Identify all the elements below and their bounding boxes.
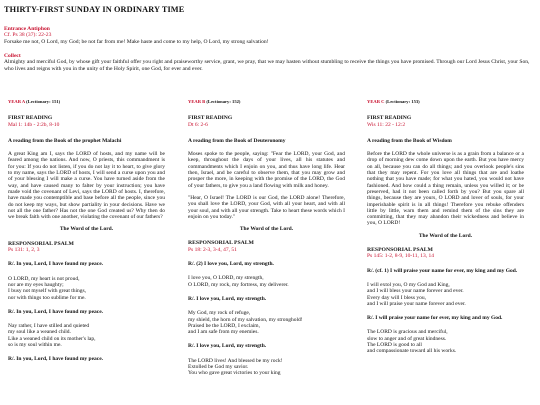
reading-paragraph: Before the LORD the whole universe is as a grain from a balance or a drop of morning dew come down upon the earth. But you have mercy on all, because you can do all things; and you overlook people's sins that they may repent. For you love all things that are and loathe nothing that you have made; for what you hated, you would not have fashioned. And how could a thing remain, unless you willed it; or be preserved, had it not been called forth by you? But you spare all things, because they are yours, O LORD and lover of souls, for your imperishable spirit is in all things! Therefore you rebuke offenders little by little, warn them and remind them of the sins they are committing, that they may abandon their wickedness and believe in you, O LORD!: [367, 151, 524, 227]
psalm-ref: Ps 18: 2-3, 3-4, 47, 51: [188, 246, 237, 253]
year-label: YEAR B: [188, 99, 206, 104]
psalm-response: R/. In you, Lord, I have found my peace.: [8, 308, 104, 315]
word-of-lord: The Word of the Lord.: [239, 226, 294, 233]
first-reading-ref: Mal 1: 14b - 2:2b, 8-10: [8, 121, 60, 128]
year-b-label: [188, 99, 345, 105]
first-reading-heading: FIRST READING: [188, 115, 233, 122]
stanza-line: slow to anger and of great kindness.: [367, 335, 447, 342]
psalm-stanza: [367, 329, 524, 354]
psalm-stanza: [367, 282, 524, 307]
first-reading-ref: Wis 11: 22 - 12:2: [367, 121, 406, 128]
year-a-column: [8, 99, 165, 363]
stanza-line: The LORD is gracious and merciful,: [367, 329, 448, 336]
stanza-line: nor are my eyes haughty;: [8, 281, 64, 288]
word-of-lord: The Word of the Lord.: [59, 226, 114, 233]
psalm-stanza: [8, 323, 165, 348]
entrance-antiphon-heading: Entrance Antiphon: [4, 26, 50, 32]
responsorial-psalm-heading: RESPONSORIAL PSALM: [188, 240, 254, 247]
psalm-ref: Ps 145: 1-2, 8-9, 10-11, 13, 14: [367, 253, 435, 260]
stanza-line: and I will bless your name forever and ever.: [367, 288, 464, 295]
stanza-line: so is my soul within me.: [8, 342, 62, 349]
stanza-line: My God, my rock of refuge,: [188, 310, 251, 317]
stanza-line: Praised be the LORD, I exclaim,: [188, 322, 260, 329]
collect-text: Almighty and merciful God, by whose gift your faithful offer you right and praiseworthy service, grant, we pray, that we may hasten without stumbling to receive the things you have promised. Through our Lord Jesus Christ, your Son, who lives and reigns with you in the unity of the Holy Spirit, one God, for ever and ever.: [4, 59, 530, 72]
psalm-response: R/. I love you, Lord, my strength.: [188, 343, 267, 350]
year-c-label: [367, 99, 524, 105]
entrance-antiphon: [4, 26, 534, 45]
reading-text: [367, 151, 524, 227]
reading-intro: A reading from the Book of Wisdom: [367, 137, 452, 144]
responsorial-psalm-heading: RESPONSORIAL PSALM: [367, 247, 433, 254]
reading-intro: A reading from the Book of the prophet Malachi: [8, 137, 122, 144]
psalm-response: R/. (cf. 1) I will praise your name for ever, my king and my God.: [367, 267, 518, 274]
stanza-line: I love you, O LORD, my strength,: [188, 275, 264, 282]
year-label: YEAR C: [367, 99, 385, 104]
responsorial-psalm-heading: RESPONSORIAL PSALM: [8, 240, 74, 247]
reading-paragraph: A great King am I, says the LORD of hosts, and my name will be feared among the nations. And now, O priests, this commandment is for you: If you do not listen, if you do not lay it to heart, to give glory to my name, says the LORD of hosts, I will send a curse upon you and of your blessing I will make a curse. You have turned aside from the way, and have caused many to falter by your instruction; you have made void the covenant of Levi, says the LORD of hosts. I, therefore, have made you contemptible and base before all the people, since you do not keep my ways, but show partiality in your decisions. Have we not all the one father? Has not the one God created us? Why then do we break faith with one another, violating the covenant of our fathers?: [8, 151, 165, 221]
lectionary-number: (Lectionary: 153): [385, 99, 420, 104]
stanza-line: I busy not myself with great things,: [8, 288, 87, 295]
stanza-line: The LORD lives! And blessed be my rock!: [188, 357, 283, 364]
stanza-line: nor with things too sublime for me.: [8, 294, 86, 301]
psalm-stanza: [188, 310, 345, 335]
stanza-line: Extolled be God my savior.: [188, 364, 249, 371]
year-c-column: [367, 99, 524, 355]
psalm-response: R/. I will praise your name for ever, my king and my God.: [367, 315, 503, 322]
psalm-ref: Ps 131: 1, 2, 3: [8, 247, 40, 254]
first-reading-heading: FIRST READING: [8, 115, 53, 122]
word-of-lord: The Word of the Lord.: [418, 232, 473, 239]
psalm-response: R/. In you, Lord, I have found my peace.: [8, 356, 104, 363]
reading-intro: A reading from the Book of Deuteronomy: [188, 137, 286, 144]
reading-paragraph: Moses spoke to the people, saying: "Fear the LORD, your God, and keep, throughout the days of your lives, all his statutes and commandments which I enjoin on you, and thus have long life. Hear then, Israel, and be careful to observe them, that you may grow and prosper the more, in keeping with the promise of the LORD, the God of your fathers, to give you a land flowing with milk and honey.: [188, 151, 345, 189]
page-title: THIRTY-FIRST SUNDAY IN ORDINARY TIME: [4, 5, 185, 14]
stanza-line: and compassionate toward all his works.: [367, 348, 457, 355]
entrance-antiphon-ref: Cf. Ps 38 (37): 22-23: [4, 32, 52, 39]
stanza-line: You who gave great victories to your king: [188, 370, 281, 377]
year-label: YEAR A: [8, 99, 25, 104]
collect-heading: Collect: [4, 53, 21, 59]
stanza-line: Nay rather, I have stilled and quieted: [8, 323, 90, 330]
stanza-line: Every day will I bless you,: [367, 294, 426, 301]
first-reading-heading: FIRST READING: [367, 115, 412, 122]
stanza-line: I will extol you, O my God and King,: [367, 281, 450, 288]
psalm-stanza: [188, 358, 345, 377]
reading-text: [8, 151, 165, 220]
stanza-line: and I am safe from my enemies.: [188, 329, 259, 336]
entrance-antiphon-text: Forsake me not, O Lord, my God; be not far from me! Make haste and come to my help, O Lord, my strong salvation!: [4, 38, 269, 45]
psalm-response: R/. In you, Lord, I have found my peace.: [8, 261, 104, 268]
lectionary-number: (Lectionary: 152): [206, 99, 241, 104]
first-reading-ref: Dt 6: 2-6: [188, 121, 208, 128]
stanza-line: my shield, the horn of my salvation, my stronghold!: [188, 316, 303, 323]
lectionary-number: (Lectionary: 151): [26, 99, 61, 104]
stanza-line: O LORD, my rock, my fortress, my deliverer.: [188, 281, 289, 288]
psalm-response: R/. I love you, Lord, my strength.: [188, 295, 267, 302]
reading-text: [188, 151, 345, 220]
stanza-line: my soul like a weaned child.: [8, 329, 71, 336]
year-b-column: [188, 99, 345, 377]
collect: [4, 53, 534, 72]
psalm-stanza: [8, 276, 165, 301]
year-a-label: [8, 99, 165, 105]
stanza-line: and I will praise your name forever and ever.: [367, 300, 466, 307]
stanza-line: O LORD, my heart is not proud,: [8, 275, 80, 282]
psalm-response: R/. (2) I love you, Lord, my strength.: [188, 261, 274, 268]
stanza-line: Like a weaned child on its mother's lap,: [8, 335, 96, 342]
psalm-stanza: [188, 275, 345, 288]
stanza-line: The LORD is good to all: [367, 342, 422, 349]
reading-paragraph: "Hear, O Israel! The LORD is our God, the LORD alone! Therefore, you shall love the LORD, your God, with all your heart, and with all your soul, and with all your strength. Take to heart these words which I enjoin on you today.": [188, 194, 345, 220]
